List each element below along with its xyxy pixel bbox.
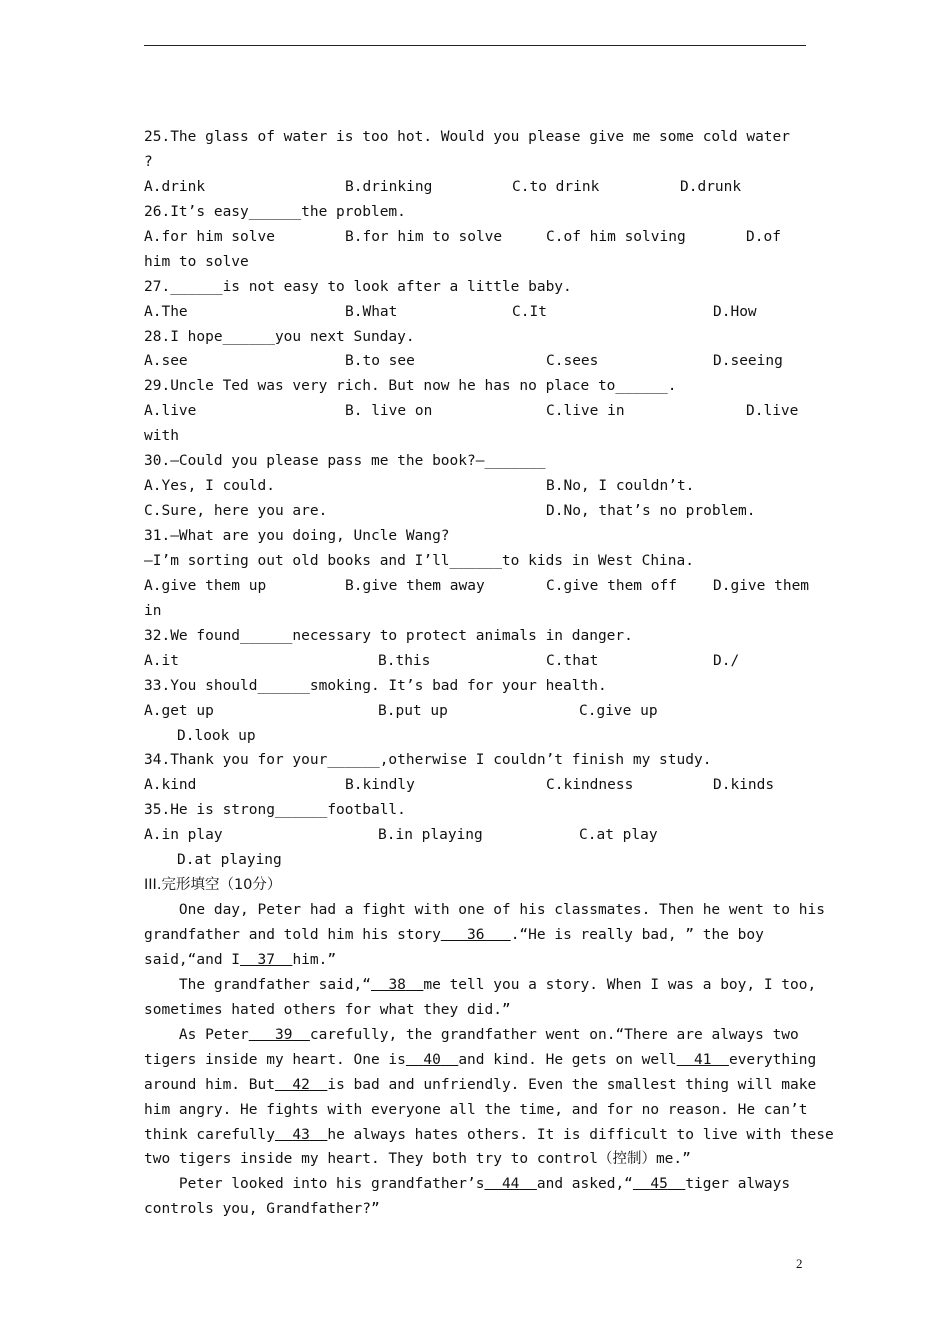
header-rule: [144, 45, 806, 46]
option-b: B.put up: [378, 702, 448, 719]
text: everything: [728, 1051, 817, 1068]
text: said,“and I: [144, 951, 241, 968]
question-26-options-cont: him to solve: [144, 253, 249, 270]
option-d: D.kinds: [713, 777, 775, 794]
option-a: A.Yes, I could.: [144, 478, 275, 495]
cloze-p3-line1: [144, 1023, 806, 1048]
option-d: D.drunk: [680, 178, 742, 195]
option-d: D.No, that’s no problem.: [546, 503, 756, 520]
cloze-p1-line1: [144, 898, 825, 923]
option-d: D.seeing: [713, 353, 783, 370]
option-a: A.live: [144, 403, 197, 420]
option-a: A.see: [144, 353, 188, 370]
text: and asked,“: [536, 1176, 633, 1193]
cloze-p3-line6: two tigers inside my heart. They both try to control（控制）me.”: [144, 1151, 691, 1168]
cloze-heading: III.完形填空（10分）: [144, 877, 282, 894]
text: carefully, the grandfather went on.“There are always two: [309, 1026, 799, 1043]
question-31-stem: 31.—What are you doing, Uncle Wang?: [144, 528, 450, 544]
option-b: B.this: [378, 652, 431, 669]
question-35-options: [144, 823, 806, 848]
option-c: C.that: [546, 652, 599, 669]
option-d: D.of: [746, 228, 781, 245]
question-34-stem: 34.Thank you for your______,otherwise I couldn’t finish my study.: [144, 752, 712, 769]
blank-40: 40: [423, 1051, 441, 1068]
text: Peter looked into his grandfather’s: [178, 1176, 485, 1193]
option-b: B.drinking: [345, 178, 433, 195]
blank-41: 41: [694, 1051, 712, 1068]
question-34-options: [144, 773, 806, 798]
option-a: A.it: [144, 652, 179, 669]
blank-38: 38: [388, 976, 406, 993]
text: around him. But: [144, 1076, 275, 1093]
text: and kind. He gets on well: [458, 1051, 677, 1068]
option-b: B.in playing: [378, 827, 483, 844]
text: me tell you a story. When I was a boy, I too,: [423, 976, 817, 993]
cloze-p3-line2: [144, 1048, 817, 1073]
question-32-stem: 32.We found______necessary to protect animals in danger.: [144, 627, 633, 644]
option-c: C.sees: [546, 353, 599, 370]
text: think carefully: [144, 1126, 275, 1143]
option-c: C.kindness: [546, 777, 634, 794]
text: he always hates others. It is difficult to live with these: [327, 1126, 834, 1143]
option-d: D.at playing: [177, 852, 282, 869]
question-35-stem: 35.He is strong______football.: [144, 802, 406, 819]
question-32-options: [144, 649, 806, 674]
question-26-options: [144, 225, 806, 250]
question-33-stem: 33.You should______smoking. It’s bad for your health.: [144, 677, 607, 694]
blank-36: 36: [467, 927, 485, 943]
option-a: A.give them up: [144, 577, 267, 594]
question-35-options-cont: [144, 848, 806, 873]
option-c: C.give up: [579, 702, 658, 719]
blank-42: 42: [292, 1076, 310, 1093]
question-30-options-row1: [144, 474, 806, 499]
option-a: A.get up: [144, 702, 214, 719]
question-29-options-cont: with: [144, 428, 179, 445]
option-d: D.give them: [713, 577, 810, 594]
blank-45: 45: [650, 1176, 668, 1193]
option-b: B.to see: [345, 353, 415, 370]
question-31-options-cont: in: [144, 602, 162, 619]
option-b: B.What: [345, 303, 398, 320]
cloze-p2-line1: [144, 973, 817, 998]
text: .“He is really bad, ” the boy: [510, 927, 764, 943]
text: tigers inside my heart. One is: [144, 1051, 406, 1068]
question-25-stem: 25.The glass of water is too hot. Would you please give me some cold water: [144, 129, 791, 145]
option-c: C.to drink: [512, 178, 600, 195]
text: him.”: [292, 951, 337, 968]
option-d: D.look up: [177, 727, 256, 744]
cloze-p1-line2: [144, 923, 806, 948]
question-26-stem: 26.It’s easy______the problem.: [144, 203, 406, 220]
option-c: C.live in: [546, 403, 625, 420]
option-d: D.How: [713, 303, 757, 320]
blank-44: 44: [501, 1176, 520, 1193]
question-28-stem: 28.I hope______you next Sunday.: [144, 328, 415, 345]
option-c: C.It: [512, 303, 547, 320]
question-25-stem-cont: ?: [144, 153, 153, 170]
option-a: A.drink: [144, 178, 206, 195]
question-31-options: [144, 574, 810, 599]
cloze-p4-line2: controls you, Grandfather?”: [144, 1201, 380, 1218]
text: grandfather and told him his story: [144, 927, 441, 943]
text: The grandfather said,“: [178, 976, 371, 993]
page-number: 2: [796, 1256, 803, 1271]
question-25-options: [144, 175, 806, 200]
question-28-options: [144, 349, 806, 374]
option-b: B.give them away: [345, 577, 485, 594]
question-30-stem: 30.—Could you please pass me the book?—_______: [144, 453, 546, 470]
text: tiger always: [685, 1176, 791, 1193]
question-27-stem: 27.______is not easy to look after a little baby.: [144, 278, 572, 295]
cloze-p4-line1: [144, 1172, 806, 1197]
question-29-options: [144, 399, 806, 424]
cloze-p1-line3: [144, 948, 806, 973]
question-31-stem-cont: —I’m sorting out old books and I’ll______to kids in West China.: [144, 552, 694, 569]
question-33-options: [144, 699, 806, 724]
text: One day, Peter had a fight with one of his classmates. Then he went to his: [178, 902, 825, 919]
exam-content: [144, 125, 834, 1222]
option-a: A.for him solve: [144, 228, 275, 245]
question-33-options-cont: [144, 724, 806, 749]
cloze-p2-line2: sometimes hated others for what they did.”: [144, 1001, 511, 1018]
question-27-options: [144, 300, 806, 325]
option-c: C.at play: [579, 827, 658, 844]
question-29-stem: 29.Uncle Ted was very rich. But now he has no place to______.: [144, 378, 677, 395]
option-c: C.Sure, here you are.: [144, 503, 328, 520]
cloze-p3-line3: [144, 1073, 817, 1098]
option-d: D.live: [746, 403, 799, 420]
option-b: B.for him to solve: [345, 228, 503, 245]
text: is bad and unfriendly. Even the smallest thing will make: [327, 1076, 817, 1093]
cloze-p3-line5: [144, 1123, 834, 1148]
option-d: D./: [713, 652, 740, 669]
blank-37: 37: [257, 951, 275, 968]
option-b: B. live on: [345, 403, 433, 420]
option-c: C.of him solving: [546, 228, 686, 245]
cloze-p3-line4: him angry. He fights with everyone all the time, and for no reason. He can’t: [144, 1101, 808, 1118]
option-c: C.give them off: [546, 577, 677, 594]
text: As Peter: [178, 1026, 249, 1043]
blank-43: 43: [292, 1126, 310, 1143]
option-a: A.kind: [144, 777, 197, 794]
blank-39: 39: [274, 1026, 293, 1043]
option-a: A.in play: [144, 827, 223, 844]
option-b: B.No, I couldn’t.: [546, 478, 695, 495]
question-30-options-row2: [144, 499, 806, 524]
option-b: B.kindly: [345, 777, 415, 794]
option-a: A.The: [144, 303, 188, 320]
